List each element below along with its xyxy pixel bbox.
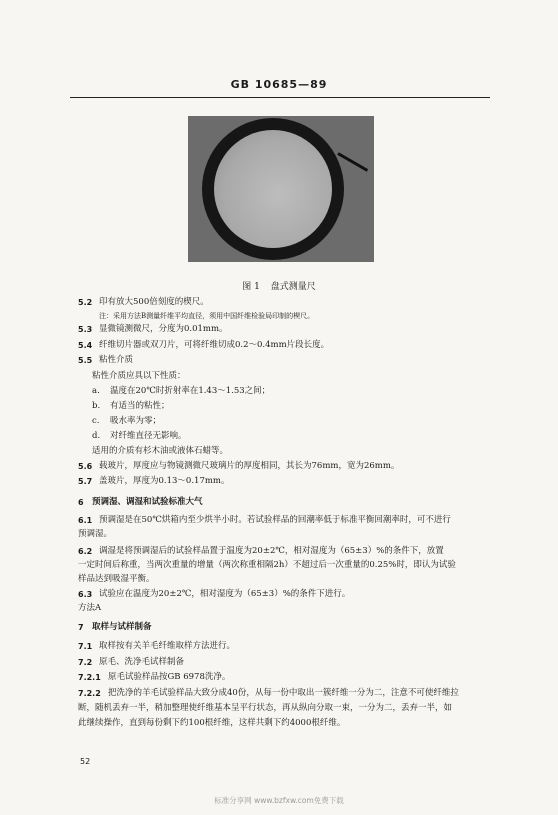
clause-text: 取样按有关羊毛纤维取样方法进行。 [99,641,236,651]
item-text: 对纤维直径无影响。 [110,431,187,441]
figure-label: 图 1 [242,282,260,292]
note-text: 注：采用方法B测量纤维平均直径，须用中国纤维检验局印制的楔尺。 [99,312,315,320]
item-text: 温度在20℃时折射率在1.43～1.53之间； [110,386,271,396]
clause-number: 7.2 [78,658,93,667]
clause-text: 原毛试验样品按GB 6978洗净。 [108,672,231,682]
clause-text: 原毛、洗净毛试样制备 [99,657,185,667]
clause-text: 一定时间后称重，当两次重量的增量（两次称重相隔2h）不超过后一次重量的0.25%时，即认为试验 [78,560,456,570]
clause-number: 5.5 [78,356,93,365]
section-number: 6 [78,498,84,507]
item-text: 吸水率为零； [110,416,162,426]
item-letter: c. [92,416,100,426]
figure-caption [0,279,558,292]
section-title: 预调湿、调湿和试验标准大气 [92,497,203,507]
disc-handle [337,152,368,172]
clause-text: 盖玻片，厚度为0.13～0.17mm。 [99,476,230,486]
clause-text: 载玻片，厚度应与物镜测微尺玻璃片的厚度相同，其长为76mm，宽为26mm。 [99,461,400,471]
clause-text: 样品达到吸湿平衡。 [78,574,155,584]
clause-number: 7.2.1 [78,673,101,682]
clause-text: 显微镜测微尺，分度为0.01mm。 [99,324,228,334]
clause-text: 粘性介质应具以下性质： [92,371,186,381]
page-number: 52 [80,757,91,766]
disc-gauge-photo [188,116,374,262]
item-letter: d. [92,431,101,441]
clause-number: 5.6 [78,462,93,471]
clause-number: 5.3 [78,325,93,334]
method-text: 方法A [78,603,102,613]
clause-number: 7.2.2 [78,689,101,698]
clause-number: 5.4 [78,341,93,350]
clause-text: 断，随机丢弃一半，稍加整理使纤维基本呈平行状态，再从纵向分取一束，一分为二，丢弃一半，如 [78,703,453,713]
clause-text: 预调湿。 [78,529,113,539]
watermark-footer: 标准分享网 www.bzfxw.com免费下载 [214,796,344,805]
disc-glass [214,130,332,248]
clause-text: 纤维切片器或双刀片，可将纤维切成0.2～0.4mm片段长度。 [99,340,330,350]
clause-text: 适用的介质有杉木油或液体石蜡等。 [92,446,229,456]
item-letter: a. [92,386,100,396]
clause-text: 印有放大500倍刻度的楔尺。 [99,297,209,307]
clause-text: 试验应在温度为20±2℃，相对湿度为（65±3）%的条件下进行。 [99,589,351,599]
item-text: 有适当的粘性； [110,401,170,411]
clause-text: 把洗净的羊毛试验样品大致分成40份，从每一份中取出一簇纤维一分为二，注意不可使纤维拉 [108,688,459,698]
clause-number: 6.2 [78,547,93,556]
clause-number: 5.2 [78,298,93,307]
section-number: 7 [78,623,84,632]
item-letter: b. [92,401,101,411]
disc-ring [202,118,344,260]
standard-header: GB 10685—89 [230,78,328,91]
clause-text: 调湿是将预调湿后的试验样品置于温度为20±2℃，相对湿度为（65±3）%的条件下，放置 [99,546,444,556]
clause-text: 粘性介质 [99,355,134,365]
clause-number: 6.1 [78,516,93,525]
section-title: 取样与试样制备 [92,622,152,632]
clause-number: 6.3 [78,590,93,599]
clause-number: 5.7 [78,477,93,486]
clause-number: 7.1 [78,642,93,651]
header-rule [70,97,490,98]
clause-text: 预调湿是在50℃烘箱内至少烘半小时。若试验样品的回潮率低于标准平衡回潮率时，可不进行 [99,515,451,525]
figure-title: 盘式测量尺 [270,282,316,292]
clause-text: 此继续操作，直到每份剩下约100根纤维，这样共剩下约4000根纤维。 [78,718,346,728]
